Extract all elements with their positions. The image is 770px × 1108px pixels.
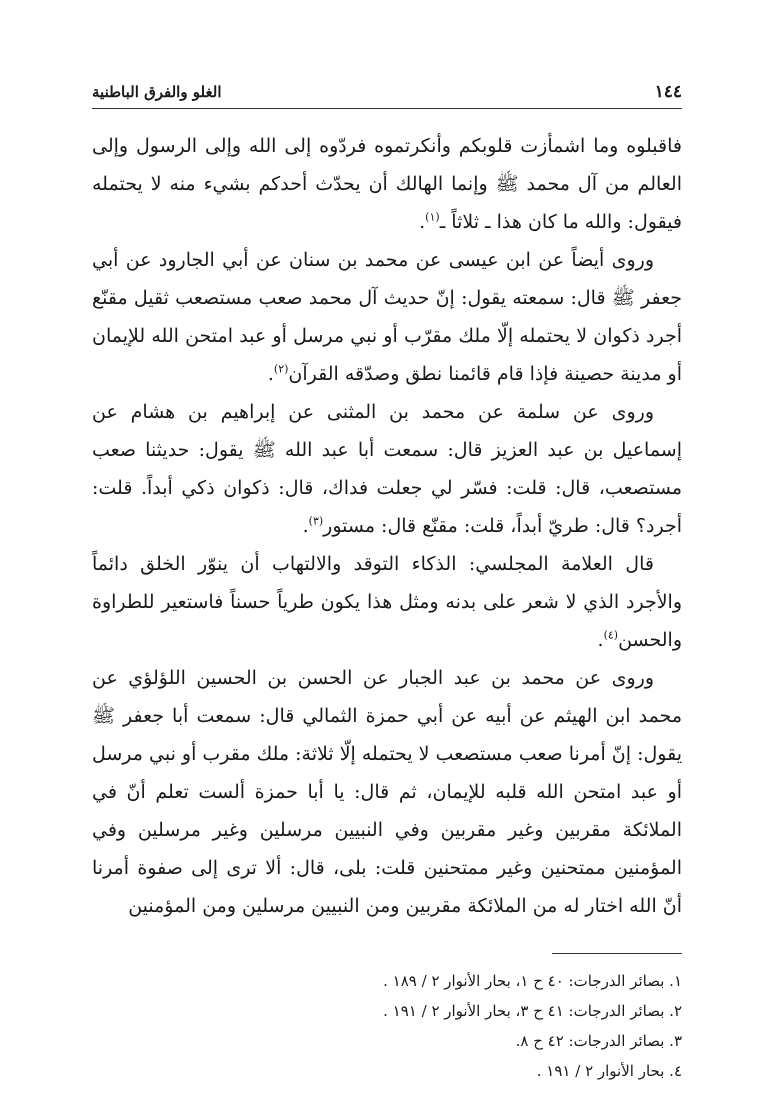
page-number: ١٤٤ xyxy=(654,82,682,102)
footnote-ref-4: (٤) xyxy=(603,628,619,642)
running-header xyxy=(92,82,682,109)
footnote-ref-2: (٢) xyxy=(273,362,289,376)
footnote-3: ٣. بصائر الدرجات: ٤٢ ح ٨. xyxy=(515,1032,682,1050)
body-text xyxy=(92,127,682,925)
footnote-divider xyxy=(552,953,682,954)
running-title: الغلو والفرق الباطنية xyxy=(92,83,222,101)
footnote-ref-1: (١) xyxy=(425,210,440,224)
footnote-1: ١. بصائر الدرجات: ٤٠ ح ١، بحار الأنوار ٢ / ١٨٩ . xyxy=(383,972,682,990)
paragraph-3: وروى عن سلمة عن محمد بن المثنى عن إبراهيم بن هشام عن إسماعيل بن عبد العزيز قال: سمعت أبا عبد الله ﷺ يقول: حديثنا صعب مستصعب، قال: قلت: فسّر لي جعلت فداك، قال: ذكوان ذكي أبداً. قلت: أجرد؟ قال: طريّ أبداً، قلت: مقنّع قال: مستور$^{(٣)}$. xyxy=(92,401,682,537)
footnote-4: ٤. بحار الأنوار ٢ / ١٩١ . xyxy=(536,1062,682,1080)
footnotes xyxy=(92,953,682,1086)
footnote-ref-3: (٣) xyxy=(308,514,324,528)
paragraph-2: وروى أيضاً عن ابن عيسى عن محمد بن سنان عن أبي الجارود عن أبي جعفر ﷺ قال: سمعته يقول: إنّ حديث آل محمد صعب مستصعب ثقيل مقنّع أجرد ذكوان لا يحتمله إلّا ملك مقرّب أو نبي مرسل أو عبد امتحن الله للإيمان أو مدينة حصينة فإذا قام قائمنا نطق وصدّقه القرآن$^{(٢)}$. xyxy=(92,249,682,385)
footnote-2: ٢. بصائر الدرجات: ٤١ ح ٣، بحار الأنوار ٢ / ١٩١ . xyxy=(383,1002,682,1020)
paragraph-4: قال العلامة المجلسي: الذكاء التوقد والالتهاب أن ينوّر الخلق دائماً والأجرد الذي لا شعر على بدنه ومثل هذا يكون طرياً حسناً فاستعير للطراوة والحسن$^{(٤)}$. xyxy=(92,553,682,651)
paragraph-5: وروى عن محمد بن عبد الجبار عن الحسن بن الحسين اللؤلؤي عن محمد ابن الهيثم عن أبيه عن أبي حمزة الثمالي قال: سمعت أبا جعفر ﷺ يقول: إنّ أمرنا صعب مستصعب لا يحتمله إلّا ثلاثة: ملك مقرب أو نبي مرسل أو عبد امتحن الله قلبه للإيمان، ثم قال: يا أبا حمزة ألست تعلم أنّ في الملائكة مقربين وغير مقربين وفي النبيين مرسلين وغير مرسلين وفي المؤمنين ممتحنين وغير ممتحنين قلت: بلى، قال: ألا ترى إلى صفوة أمرنا أنّ الله اختار له من الملائكة مقربين ومن النبيين مرسلين ومن المؤمنين xyxy=(92,667,682,917)
paragraph-1: فاقبلوه وما اشمأزت قلوبكم وأنكرتموه فردّوه إلى الله وإلى الرسول وإلى العالم من آل محمد ﷺ وإنما الهالك أن يحدّث أحدكم بشيء منه لا يحتمله فيقول: والله ما كان هذا ـ ثلاثاً ـ$^{(١)}$. xyxy=(92,135,682,233)
